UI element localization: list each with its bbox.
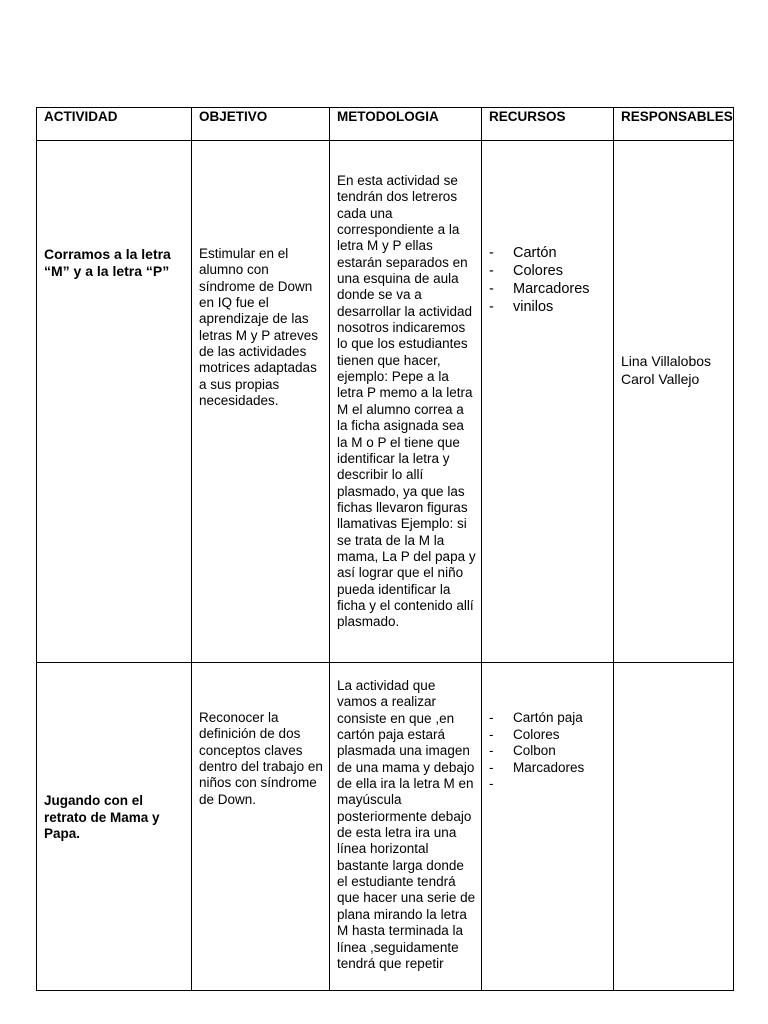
responsible-list [621,352,728,388]
cell-recursos [482,663,614,991]
cell-metodologia [330,663,482,991]
cell-responsables [614,663,734,991]
responsible-name: Lina Villalobos [621,353,712,369]
objective-text: Estimular en el alumno con síndrome de Down en IQ fue el aprendizaje de las letras M y P atreves de las actividades motrices adaptadas a sus propias necesidades. [199,246,319,409]
methodology-text: En esta actividad se tendrán dos letreros cada una correspondiente a la letra M y P ellas estarán separados en una esquina de aula donde se va a desarrollar la actividad nosotros indicaremos lo que los estudiantes tienen que hacer, ejemplo: Pepe a la letra P memo a la letra M el alumno correa a la ficha asignada sea la M o P el tiene que identificar la letra y describir lo allí plasmado, ya que las fichas llevaron figuras llamativas Ejemplo: si se trata de la M la mama, La P del papa y así lograr que el niño pueda identificar la ficha y el contenido allí plasmado. [337,173,476,630]
list-item: - Marcadores [489,280,609,298]
list-item: - Cartón paja [489,710,609,727]
list-item [489,776,609,793]
cell-responsables [614,141,734,663]
list-item: - Colbon [489,743,609,760]
header-objetivo: OBJETIVO [192,108,330,141]
list-item: - vinilos [489,298,609,316]
cell-actividad [37,663,192,991]
activity-plan-table [36,107,734,991]
list-item: - Colores [489,727,609,744]
activity-title: Corramos a la letra “M” y a la letra “P” [44,246,171,279]
resources-list [489,244,609,316]
responsible-name: Carol Vallejo [621,371,700,387]
list-item: - Cartón [489,244,609,262]
table-row [37,663,734,991]
header-responsables: RESPONSABLES [614,108,734,141]
cell-metodologia [330,141,482,663]
header-recursos: RECURSOS [482,108,614,141]
methodology-text: La actividad que vamos a realizar consiste en que ,en cartón paja estará plasmada una imagen de una mama y debajo de ella ira la letra M en mayúscula posteriormente debajo de esta letra ira una línea horizontal bastante larga donde el estudiante tendrá que hacer una serie de plana mirando la letra M hasta terminada la línea ,seguidamente tendrá que repetir [337,678,476,971]
resources-list [489,710,609,793]
header-metodologia: METODOLOGIA [330,108,482,141]
list-item: - Marcadores [489,760,609,777]
activity-title: Jugando con el retrato de Mama y Papa. [44,793,160,841]
cell-actividad [37,141,192,663]
list-item: - Colores [489,262,609,280]
objective-text: Reconocer la definición de dos conceptos claves dentro del trabajo en niños con síndrome de Down. [199,710,323,807]
cell-objetivo [192,141,330,663]
table-header-row [37,108,734,141]
cell-objetivo [192,663,330,991]
header-actividad: ACTIVIDAD [37,108,192,141]
cell-recursos [482,141,614,663]
table-row [37,141,734,663]
